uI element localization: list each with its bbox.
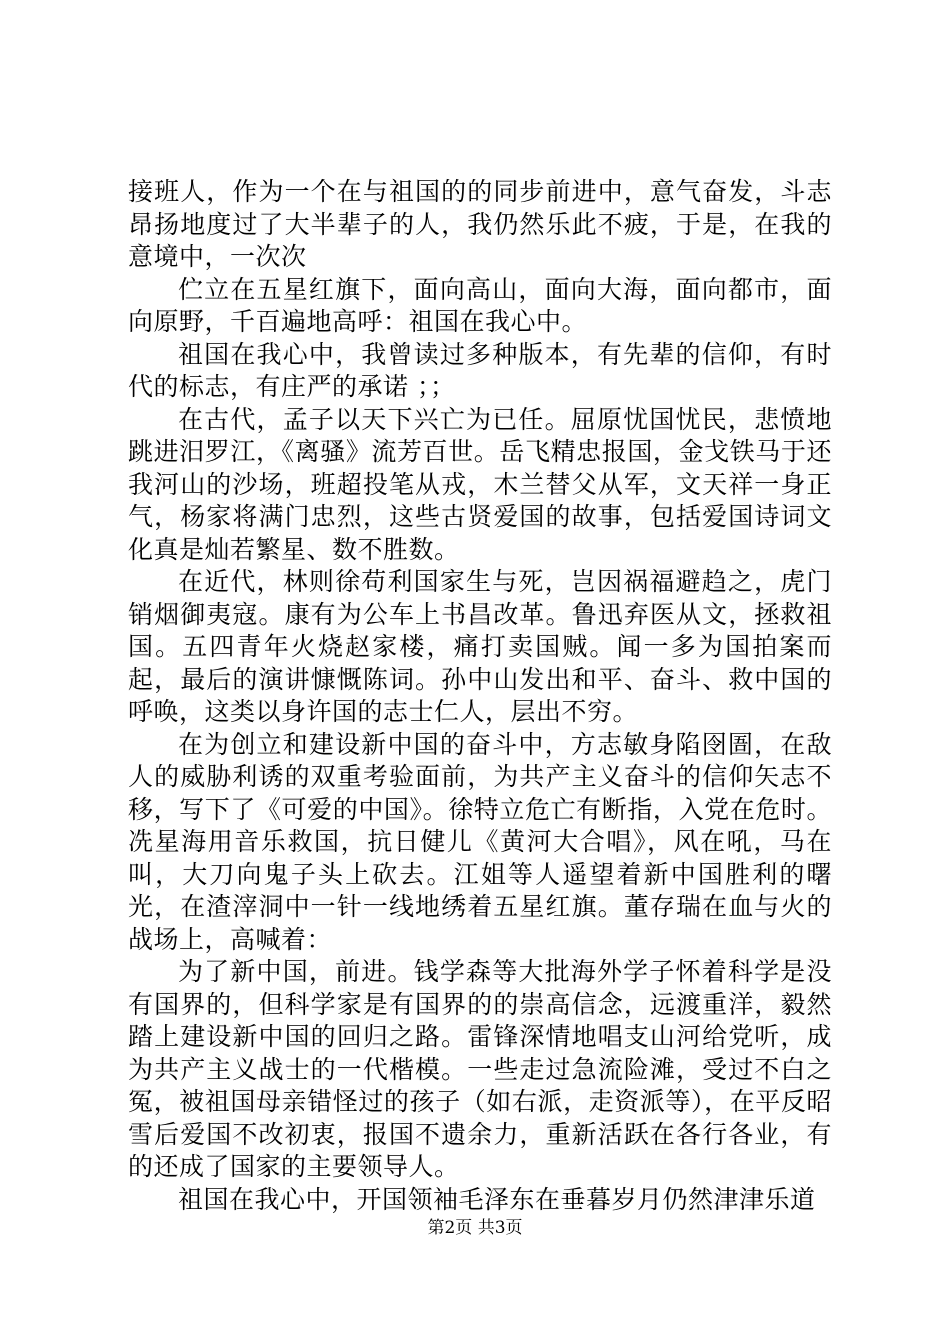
paragraph-3: 祖国在我心中，我曾读过多种版本，有先辈的信仰，有时代的标志，有庄严的承诺 ；；: [128, 339, 832, 401]
paragraph-7: 为了新中国，前进。钱学森等大批海外学子怀着科学是没有国界的，但科学家是有国界的的崇高信念，远渡重洋，毅然踏上建设新中国的回归之路。雷锋深情地唱支山河给党听，成为共产主义战士的一代楷模。一些走过急流险滩，受过不白之冤，被祖国母亲错怪过的孩子（如右派，走资派等），在平反昭雪后爱国不改初衷，报国不遗余力，重新活跃在各行各业，有的还成了国家的主要领导人。: [128, 957, 832, 1181]
paragraph-6: 在为创立和建设新中国的奋斗中，方志敏身陷囹圄，在敌人的威胁利诱的双重考验面前，为共产主义奋斗的信仰矢志不移，写下了《可爱的中国》。徐特立危亡有断指，入党在危时。冼星海用音乐救国，抗日健儿《黄河大合唱》，风在吼，马在叫，大刀向鬼子头上砍去。江姐等人遥望着新中国胜利的曙光，在渣滓洞中一针一线地绣着五星红旗。董存瑞在血与火的战场上，高喊着：: [128, 729, 832, 954]
page-number-footer: 第2页 共3页: [427, 1218, 523, 1238]
paragraph-4: 在古代，孟子以天下兴亡为已任。屈原忧国忧民，悲愤地跳进汨罗江，《离骚》流芳百世。岳飞精忠报国，金戈铁马于还我河山的沙场，班超投笔从戎，木兰替父从军，文天祥一身正气，杨家将满门忠烈，这些古贤爱国的故事，包括爱国诗词文化真是灿若繁星、数不胜数。: [128, 404, 832, 564]
paragraph-2: 伫立在五星红旗下，面向高山，面向大海，面向都市，面向原野，千百遍地高呼：祖国在我心中。: [128, 274, 832, 336]
paragraph-8: 祖国在我心中，开国领袖毛泽东在垂暮岁月仍然津津乐道: [178, 1184, 816, 1214]
paragraph-1: 接班人，作为一个在与祖国的的同步前进中，意气奋发，斗志昂扬地度过了大半辈子的人，我仍然乐此不疲，于是，在我的意境中，一次次: [128, 177, 832, 271]
document-body: [128, 176, 832, 1216]
paragraph-5: 在近代，林则徐苟利国家生与死，岂因祸福避趋之，虎门销烟御夷寇。康有为公车上书昌改革。鲁迅弃医从文，拯救祖国。五四青年火烧赵家楼，痛打卖国贼。闻一多为国拍案而起，最后的演讲慷慨陈词。孙中山发出和平、奋斗、救中国的呼唤，这类以身许国的志士仁人，层出不穷。: [128, 567, 832, 726]
